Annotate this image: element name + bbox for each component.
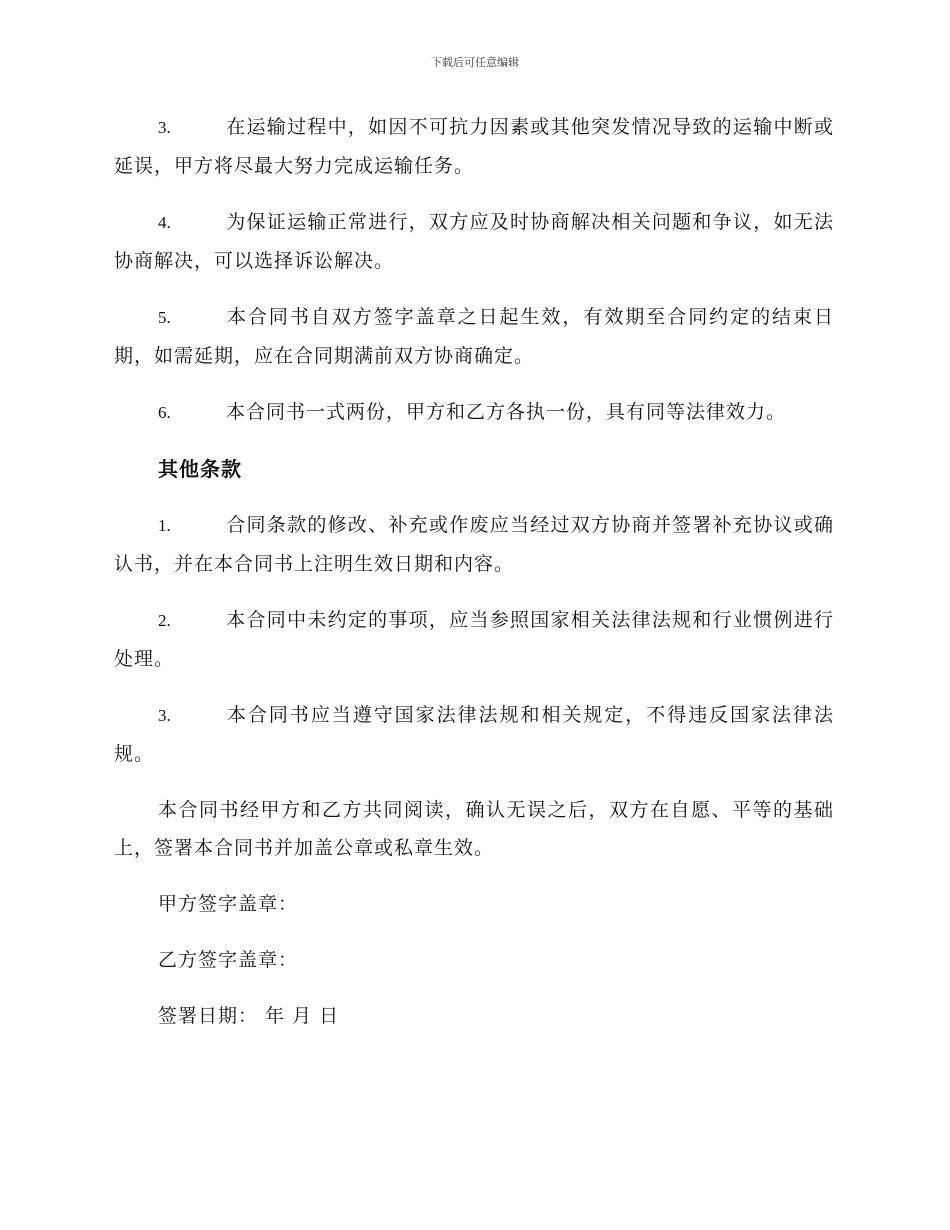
document-body xyxy=(114,108,834,1053)
list-item xyxy=(114,696,834,773)
item-number: 6. xyxy=(158,403,171,422)
item-text: 本合同中未约定的事项，应当参照国家相关法律法规和行业惯例进行处理。 xyxy=(114,609,834,670)
list-item xyxy=(114,298,834,375)
closing-paragraph: 本合同书经甲方和乙方共同阅读，确认无误之后，双方在自愿、平等的基础上，签署本合同书并加盖公章或私章生效。 xyxy=(114,799,834,859)
item-number: 2. xyxy=(158,611,171,630)
signing-date: 签署日期： 年 月 日 xyxy=(158,1005,340,1027)
list-item xyxy=(114,506,834,583)
item-text: 在运输过程中，如因不可抗力因素或其他突发情况导致的运输中断或延误，甲方将尽最大努力完成运输任务。 xyxy=(114,116,834,177)
item-number: 5. xyxy=(158,308,171,327)
item-text: 本合同书自双方签字盖章之日起生效，有效期至合同约定的结束日期，如需延期，应在合同期满前双方协商确定。 xyxy=(114,306,834,367)
list-item xyxy=(114,108,834,185)
page-header: 下载后可任意编辑 xyxy=(431,56,519,69)
item-text: 合同条款的修改、补充或作废应当经过双方协商并签署补充协议或确认书，并在本合同书上注明生效日期和内容。 xyxy=(114,514,834,575)
item-number: 3. xyxy=(158,706,171,725)
list-item xyxy=(114,601,834,678)
item-number: 3. xyxy=(158,118,171,137)
item-text: 本合同书应当遵守国家法律法规和相关规定，不得违反国家法律法规。 xyxy=(114,704,834,765)
item-text: 为保证运输正常进行，双方应及时协商解决相关问题和争议，如无法协商解决，可以选择诉讼解决。 xyxy=(114,211,834,272)
list-item xyxy=(114,393,834,432)
item-text: 本合同书一式两份，甲方和乙方各执一份，具有同等法律效力。 xyxy=(226,401,787,423)
party-a-signature: 甲方签字盖章： xyxy=(158,893,299,915)
party-b-signature: 乙方签字盖章： xyxy=(158,949,299,971)
list-item xyxy=(114,203,834,280)
item-number: 4. xyxy=(158,213,171,232)
section-title: 其他条款 xyxy=(158,457,242,481)
item-number: 1. xyxy=(158,516,171,535)
